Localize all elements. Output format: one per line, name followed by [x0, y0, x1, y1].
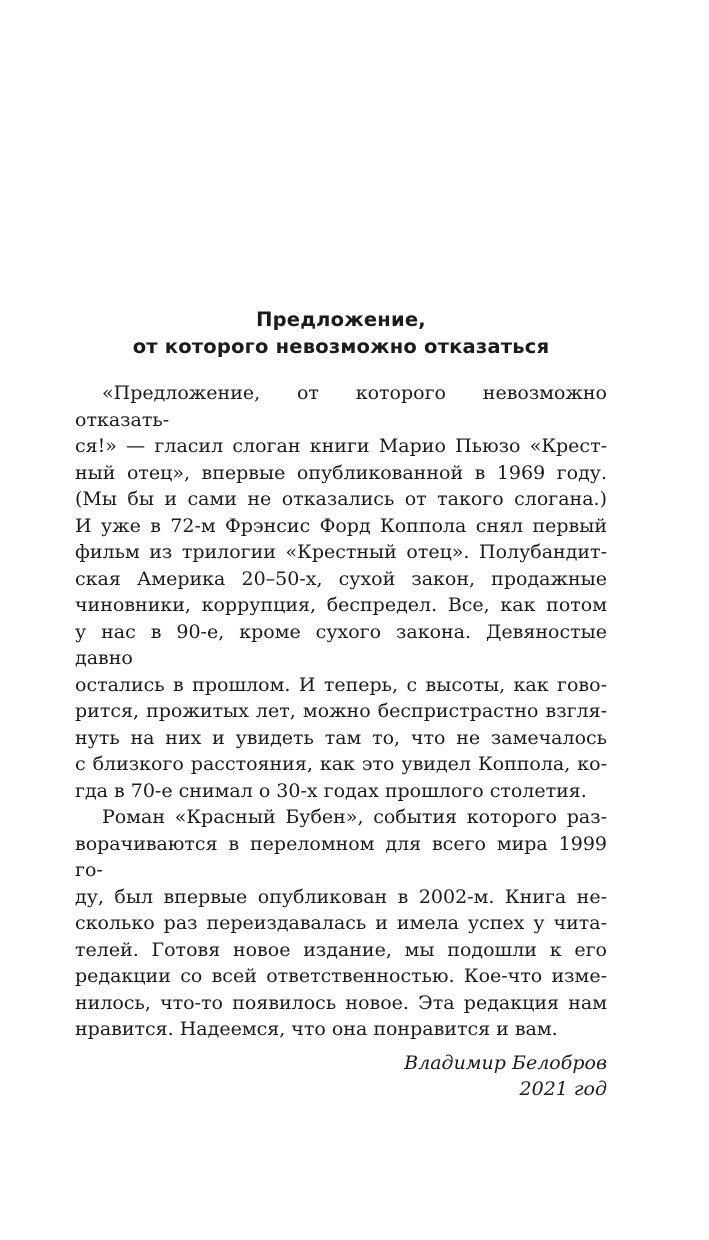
body-line: остались в прошлом. И теперь, с высоты, как гово-	[75, 673, 607, 696]
body-line: нилось, что-то появилось новое. Эта редакция нам	[75, 991, 607, 1014]
chapter-title	[75, 306, 607, 360]
body-line: ный отец», впервые опубликованной в 1969 году.	[75, 461, 607, 484]
signature-author: Владимир Белобров	[404, 1051, 607, 1074]
paragraph	[75, 380, 607, 804]
body-line: с близкого расстояния, как это увидел Коппола, ко-	[75, 753, 607, 775]
body-line: сколько раз переиздавалась и имела успех у чита-	[75, 912, 607, 934]
body-line: нравится. Надеемся, что она понравится и вам.	[75, 1018, 558, 1040]
paragraph	[75, 804, 607, 1043]
body-line: (Мы бы и сами не отказались от такого слогана.)	[75, 488, 607, 510]
body-line: рится, прожитых лет, можно беспристрастно взгля-	[75, 700, 607, 722]
signature-block	[75, 1050, 607, 1103]
body-line: редакции со всей ответственностью. Кое-что изме-	[75, 965, 607, 987]
body-line: фильм из трилогии «Крестный отец». Полубандит-	[75, 541, 607, 563]
body-line: телей. Готовя новое издание, мы подошли к его	[75, 938, 607, 961]
body-line: ся!» — гласил слоган книги Марио Пьюзо «Крест-	[75, 435, 607, 457]
body-line: у нас в 90-е, кроме сухого закона. Девяностые давно	[75, 620, 607, 669]
body-text	[75, 380, 607, 1043]
body-line: И уже в 72-м Фрэнсис Форд Коппола снял первый	[75, 514, 607, 537]
body-line: гда в 70-е снимал о 30-х годах прошлого столетия.	[75, 779, 587, 802]
chapter-title-line1: Предложение,	[256, 308, 426, 331]
body-line: ская Америка 20–50-х, сухой закон, продажные	[75, 567, 607, 590]
body-line: ворачиваются в переломном для всего мира 1999 го-	[75, 832, 607, 881]
body-line: «Предложение, от которого невозможно отказать-	[75, 382, 607, 431]
body-line: нуть на них и увидеть там то, что не замечалось	[75, 726, 607, 749]
body-line: чиновники, коррупция, беспредел. Все, как потом	[75, 594, 607, 616]
body-line: Роман «Красный Бубен», события которого раз-	[102, 806, 607, 828]
body-line: ду, был впервые опубликован в 2002-м. Книга не-	[75, 885, 607, 908]
signature-year: 2021 год	[519, 1078, 607, 1100]
text-column	[75, 306, 607, 1103]
chapter-title-line2: от которого невозможно отказаться	[132, 335, 550, 358]
